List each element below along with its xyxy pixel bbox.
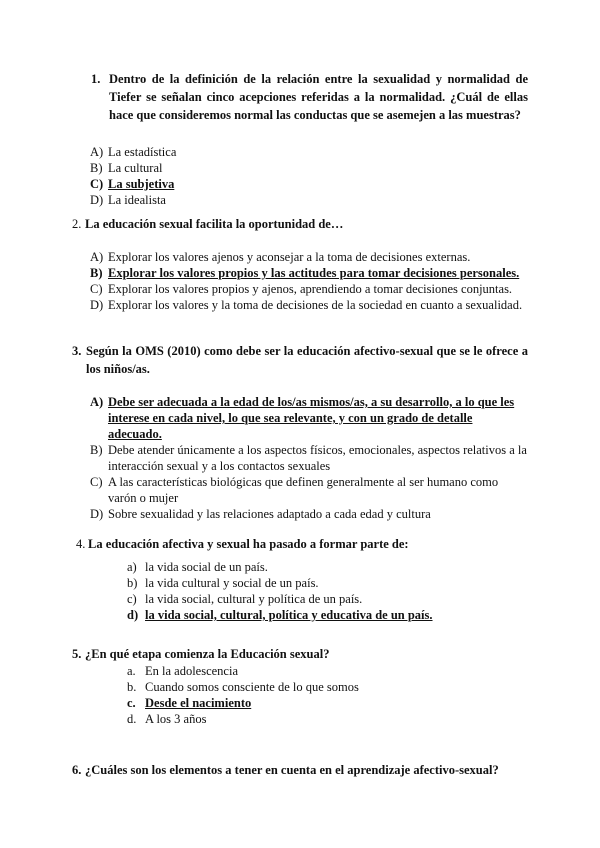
question-1-header <box>0 70 600 124</box>
question-number: 6. <box>72 763 82 777</box>
option-text: la vida social de un país. <box>145 560 268 574</box>
question-title: La educación afectiva y sexual ha pasado a formar parte de: <box>88 537 409 551</box>
question-2-options <box>0 249 600 313</box>
question-6 <box>0 761 600 779</box>
question-2-header <box>0 215 600 233</box>
question-number: 3. <box>72 344 82 358</box>
option-text: la vida social, cultural y política de un país. <box>145 592 363 606</box>
option-a: a. En la adolescencia <box>127 663 528 679</box>
option-text: A los 3 años <box>145 712 207 726</box>
question-title: Según la OMS (2010) como debe ser la educación afectivo-sexual que se le ofrece a los niños/as. <box>86 344 528 376</box>
question-3 <box>0 342 600 522</box>
option-text: La subjetiva <box>108 177 175 191</box>
question-4 <box>0 535 600 623</box>
question-title: Dentro de la definición de la relación entre la sexualidad y normalidad de Tiefer se señalan cinco acepciones referidas a la normalidad. ¿Cuál de ellas hace que consideremos normal las conductas que se asemejen a las muestras? <box>109 72 528 122</box>
question-4-options <box>0 559 600 623</box>
option-text: Explorar los valores ajenos y aconsejar a la toma de decisiones externas. <box>108 250 471 264</box>
option-b: B) Debe atender únicamente a los aspectos físicos, emocionales, aspectos relativos a la interacción sexual y a los contactos sexuales <box>90 443 527 473</box>
option-b: B) La cultural <box>90 160 600 176</box>
question-5-header <box>0 645 600 663</box>
option-d-correct: d) la vida social, cultural, política y educativa de un país. <box>127 608 433 622</box>
question-number: 4. <box>76 537 86 551</box>
option-d: D) Explorar los valores y la toma de decisiones de la sociedad en cuanto a sexualidad. <box>90 297 528 313</box>
option-b-correct: B) Explorar los valores propios y las actitudes para tomar decisiones personales. <box>90 266 520 280</box>
option-text: Sobre sexualidad y las relaciones adaptado a cada edad y cultura <box>108 507 431 521</box>
option-text: En la adolescencia <box>145 664 239 678</box>
option-text: Explorar los valores y la toma de decisiones de la sociedad en cuanto a sexualidad. <box>108 298 523 312</box>
option-c-correct: c. Desde el nacimiento <box>127 696 252 710</box>
question-title: ¿Cuáles son los elementos a tener en cuenta en el aprendizaje afectivo-sexual? <box>85 763 499 777</box>
question-title: ¿En qué etapa comienza la Educación sexual? <box>85 647 330 661</box>
option-c: C) Explorar los valores propios y ajenos, aprendiendo a tomar decisiones conjuntas. <box>90 281 528 297</box>
option-text: la vida cultural y social de un país. <box>145 576 319 590</box>
question-title: La educación sexual facilita la oportunidad de… <box>85 217 344 231</box>
option-a: A) Explorar los valores ajenos y aconsejar a la toma de decisiones externas. <box>90 249 528 265</box>
question-5 <box>0 645 600 727</box>
option-text: Explorar los valores propios y las actitudes para tomar decisiones personales. <box>108 266 520 280</box>
question-3-header <box>0 342 600 378</box>
question-4-header <box>0 535 600 553</box>
option-c: c) la vida social, cultural y política de un país. <box>127 591 528 607</box>
option-text: Debe ser adecuada a la edad de los/as mismos/as, a su desarrollo, a lo que les interese en cada nivel, lo que sea relevante, y con un grado de detalle adecuado. <box>108 395 515 441</box>
option-text: La estadística <box>108 145 177 159</box>
question-5-options <box>0 663 600 727</box>
question-1 <box>0 70 600 208</box>
option-text: La idealista <box>108 193 166 207</box>
option-text: Desde el nacimiento <box>145 696 252 710</box>
option-d: D) La idealista <box>90 192 600 208</box>
option-text: A las características biológicas que definen generalmente al ser humano como varón o mujer <box>108 475 499 505</box>
option-text: Debe atender únicamente a los aspectos físicos, emocionales, aspectos relativos a la interacción sexual y a los contactos sexuales <box>108 443 527 473</box>
question-2 <box>0 215 600 313</box>
option-text: Cuando somos consciente de lo que somos <box>145 680 359 694</box>
question-1-options <box>0 144 600 208</box>
question-3-options <box>0 394 600 522</box>
option-b: b. Cuando somos consciente de lo que somos <box>127 679 528 695</box>
question-number: 5. <box>72 647 82 661</box>
question-number: 2. <box>72 217 82 231</box>
option-c: C) A las características biológicas que definen generalmente al ser humano como varón o mujer <box>90 474 528 506</box>
option-text: La cultural <box>108 161 163 175</box>
option-d: D) Sobre sexualidad y las relaciones adaptado a cada edad y cultura <box>90 506 528 522</box>
option-a-correct: A) Debe ser adecuada a la edad de los/as mismos/as, a su desarrollo, a lo que les interese en cada nivel, lo que sea relevante, y con un grado de detalle adecuado. <box>90 395 515 441</box>
option-text: Explorar los valores propios y ajenos, aprendiendo a tomar decisiones conjuntas. <box>108 282 513 296</box>
question-number: 1. <box>91 72 101 86</box>
option-text: la vida social, cultural, política y educativa de un país. <box>145 608 433 622</box>
option-a: A) La estadística <box>90 144 600 160</box>
option-c-correct: C) La subjetiva <box>90 177 175 191</box>
option-a: a) la vida social de un país. <box>127 559 528 575</box>
option-d: d. A los 3 años <box>127 711 528 727</box>
question-6-header <box>0 761 600 779</box>
option-b: b) la vida cultural y social de un país. <box>127 575 528 591</box>
